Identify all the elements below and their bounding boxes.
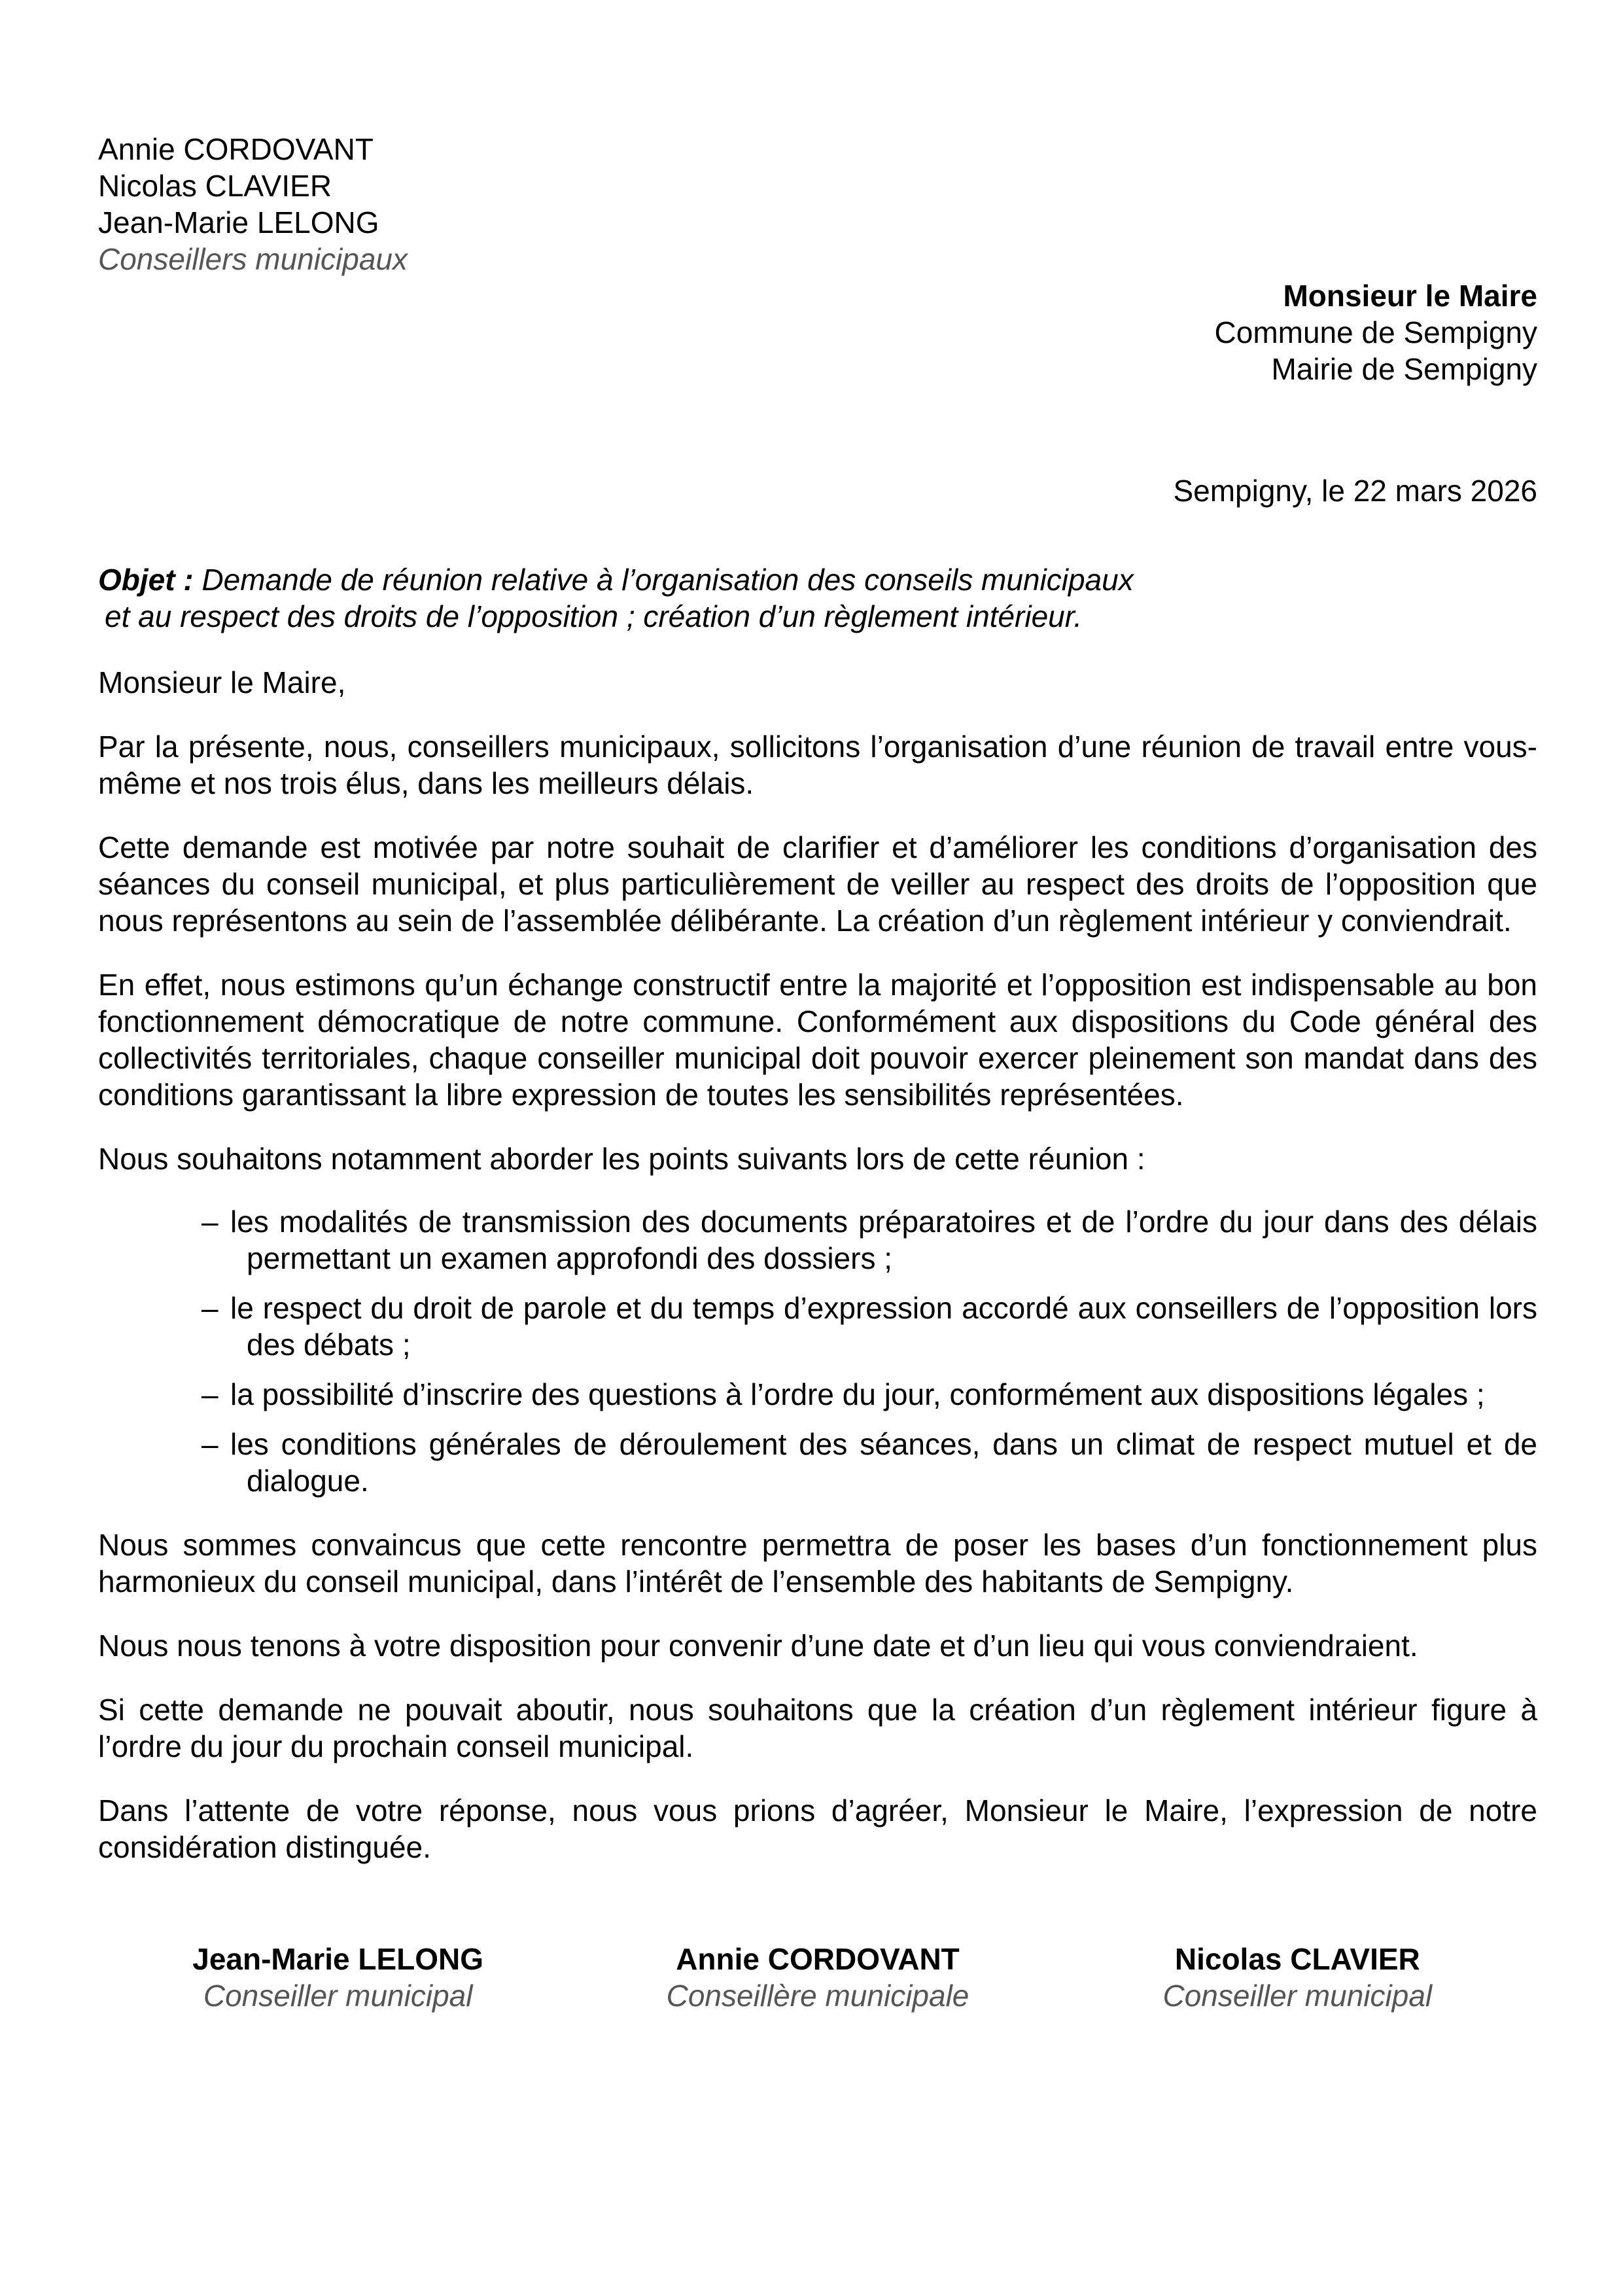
- recipient-line: Commune de Sempigny: [1214, 315, 1537, 349]
- signature-column: [1058, 1941, 1537, 2014]
- sender-name: Nicolas CLAVIER: [98, 169, 332, 203]
- signature-title: Conseiller municipal: [203, 1979, 473, 2013]
- body-paragraph: En effet, nous estimons qu’un échange constructif entre la majorité et l’opposition est indispensable au bon fonctionnement démocratique de notre commune. Conformément aux dispositions du Code général des collectivités territoriales, chaque conseiller municipal doit pouvoir exercer pleinement son mandat dans des conditions garantissant la libre expression de toutes les sensibilités représentées.: [98, 968, 1537, 1112]
- sender-block: [98, 131, 1537, 277]
- body-paragraph: Si cette demande ne pouvait aboutir, nous souhaitons que la création d’un règlement intérieur figure à l’ordre du jour du prochain conseil municipal.: [98, 1693, 1537, 1763]
- bullet-item: – les conditions générales de déroulement des séances, dans un climat de respect mutuel et de dialogue.: [230, 1426, 1537, 1499]
- sender-role: Conseillers municipaux: [98, 242, 408, 276]
- bullet-item: – la possibilité d’inscrire des questions à l’ordre du jour, conformément aux dispositions légales ;: [230, 1376, 1537, 1413]
- signature-title: Conseiller municipal: [1162, 1979, 1433, 2013]
- body-paragraph: Nous sommes convaincus que cette rencontre permettra de poser les bases d’un fonctionnement plus harmonieux du conseil municipal, dans l’intérêt de l’ensemble des habitants de Sempigny.: [98, 1528, 1537, 1598]
- subject-text: Demande de réunion relative à l’organisation des conseils municipaux: [201, 563, 1134, 597]
- list-intro-paragraph: Nous souhaitons notamment aborder les points suivants lors de cette réunion :: [98, 1142, 1145, 1176]
- subject-label: Objet :: [98, 563, 194, 597]
- signature-name: Annie CORDOVANT: [676, 1942, 960, 1976]
- body-paragraph: Cette demande est motivée par notre souhait de clarifier et d’améliorer les conditions d’organisation des séances du conseil municipal, et plus particulièrement de veiller au respect des droits de l’opposition que nous représentons au sein de l’assemblée délibérante. La création d’un règlement intérieur y conviendrait.: [98, 830, 1537, 938]
- subject-line-1: [98, 561, 1537, 598]
- sender-name: Annie CORDOVANT: [98, 132, 374, 166]
- closing-formula-paragraph: Dans l’attente de votre réponse, nous vous prions d’agréer, Monsieur le Maire, l’expression de notre considération distinguée.: [98, 1793, 1537, 1864]
- body-paragraph: Nous nous tenons à votre disposition pour convenir d’une date et d’un lieu qui vous conviendraient.: [98, 1629, 1418, 1663]
- signature-column: [98, 1941, 578, 2014]
- date-line: Sempigny, le 22 mars 2026: [1173, 474, 1537, 508]
- bullet-item: – le respect du droit de parole et du temps d’expression accordé aux conseillers de l’opposition lors des débats ;: [230, 1290, 1537, 1363]
- body-paragraph: Par la présente, nous, conseillers municipaux, sollicitons l’organisation d’une réunion de travail entre vous-même et nos trois élus, dans les meilleurs délais.: [98, 730, 1537, 800]
- signature-block: [98, 1941, 1537, 2014]
- sender-name: Jean-Marie LELONG: [98, 205, 379, 239]
- recipient-title: Monsieur le Maire: [1283, 279, 1537, 313]
- signature-column: [578, 1941, 1057, 2014]
- recipient-block: [98, 277, 1537, 387]
- recipient-line: Mairie de Sempigny: [1271, 352, 1537, 386]
- salutation: Monsieur le Maire,: [98, 665, 346, 699]
- bullet-item: – les modalités de transmission des documents préparatoires et de l’ordre du jour dans des délais permettant un examen approfondi des dossiers ;: [230, 1203, 1537, 1277]
- bullet-list: [98, 1203, 1537, 1499]
- subject-block: [98, 561, 1537, 635]
- signature-name: Nicolas CLAVIER: [1174, 1942, 1420, 1976]
- subject-line-2: et au respect des droits de l’opposition ; création d’un règlement intérieur.: [105, 599, 1083, 633]
- signature-name: Jean-Marie LELONG: [192, 1942, 484, 1976]
- signature-title: Conseillère municipale: [666, 1979, 969, 2013]
